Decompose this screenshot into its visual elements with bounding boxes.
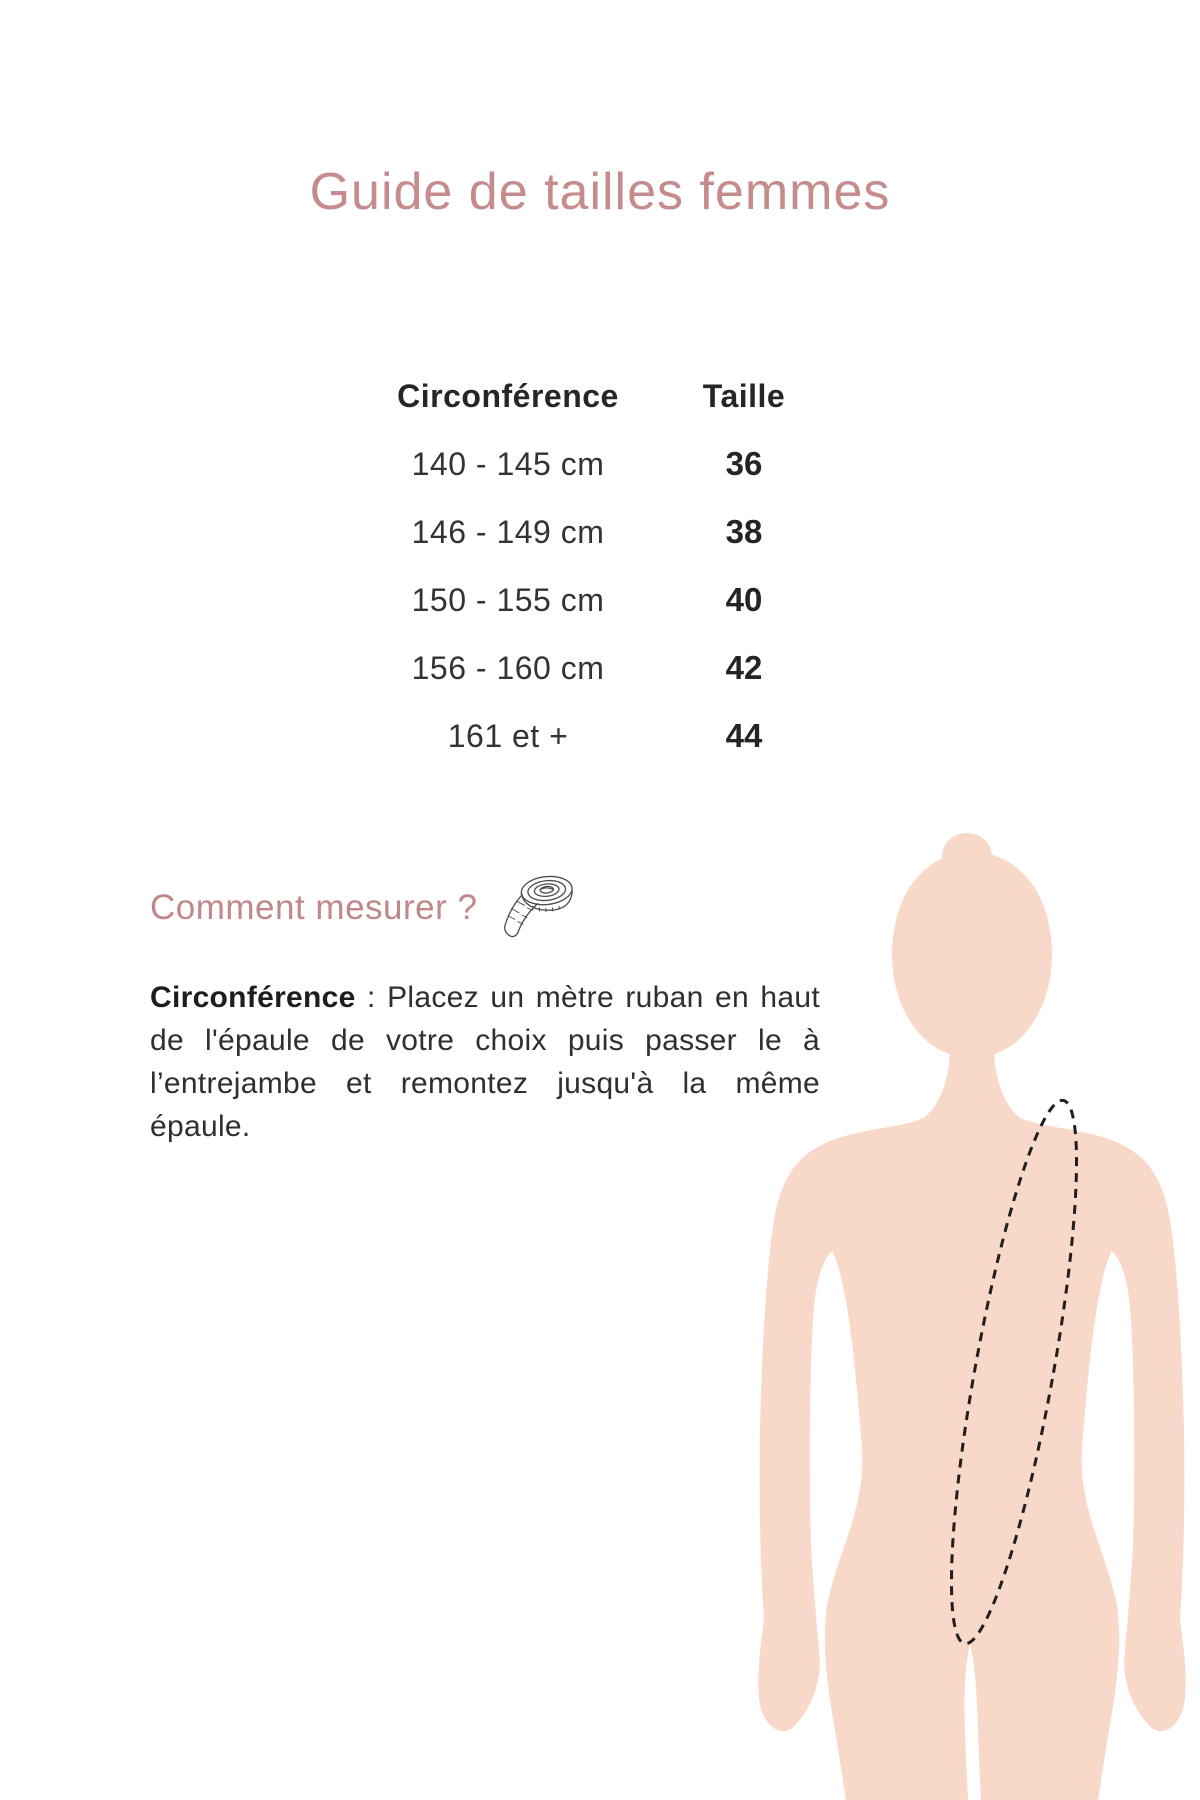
female-silhouette: [680, 830, 1200, 1800]
circumference-value: 161 et +: [447, 718, 569, 754]
circumference-value: 150 - 155 cm: [411, 582, 605, 618]
table-row: [363, 717, 819, 755]
table-row: [363, 581, 819, 619]
size-value: 44: [725, 717, 763, 754]
size-value: 38: [725, 513, 763, 550]
measure-text: : Placez un mètre ruban en haut de l'épaule de votre choix puis passer le à l’entrejambe et remontez jusqu'à la même épaule.: [150, 981, 820, 1143]
table-row: [363, 513, 819, 551]
size-table-header: [363, 378, 819, 415]
measuring-tape-icon: [500, 866, 582, 952]
table-row: [363, 649, 819, 687]
table-row: [363, 445, 819, 483]
size-table: [363, 378, 819, 785]
page-title: Guide de tailles femmes: [309, 163, 891, 221]
column-header-size: Taille: [702, 378, 786, 414]
body: [758, 1025, 1185, 1800]
size-value: 40: [725, 581, 763, 618]
circumference-value: 146 - 149 cm: [411, 514, 605, 550]
circumference-value: 156 - 160 cm: [411, 650, 605, 686]
measure-term: Circonférence: [150, 981, 356, 1014]
circumference-value: 140 - 145 cm: [411, 446, 605, 482]
how-to-measure-heading: Comment mesurer ?: [150, 888, 478, 927]
size-value: 36: [725, 445, 763, 482]
size-value: 42: [725, 649, 763, 686]
column-header-circumference: Circonférence: [397, 378, 619, 414]
